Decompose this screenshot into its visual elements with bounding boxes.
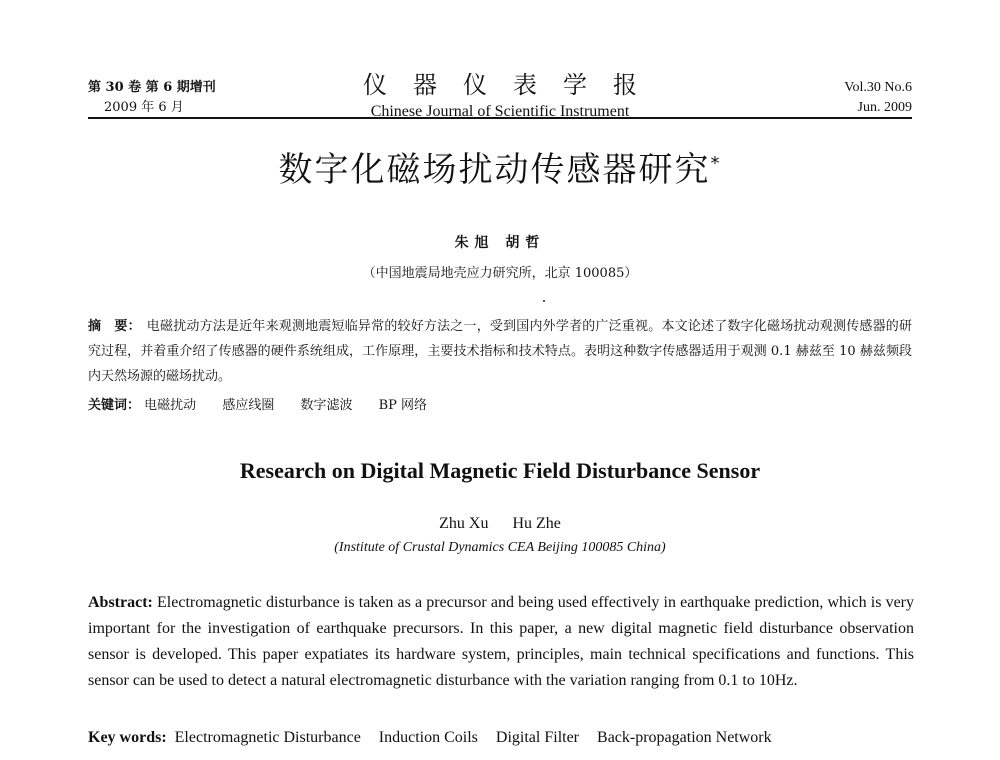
keywords-en-label: Key words: bbox=[88, 729, 167, 746]
journal-name-en: Chinese Journal of Scientific Instrument bbox=[370, 103, 630, 120]
abstract-cn bbox=[88, 314, 912, 389]
paper-title-cn-text: 数字化磁场扰动传感器研究 bbox=[278, 150, 711, 190]
journal-name-cn: 仪器仪表学报 bbox=[363, 71, 663, 99]
journal-issue-block bbox=[88, 78, 216, 115]
affiliation-en: (Institute of Crustal Dynamics CEA Beijing 100085 China) bbox=[334, 540, 666, 555]
journal-name-block bbox=[330, 70, 670, 122]
header-rule bbox=[88, 117, 912, 119]
affiliation-cn: （中国地震局地壳应力研究所，北京 100085） bbox=[362, 266, 638, 281]
abstract-cn-text: 电磁扰动方法是近年来观测地震短临异常的较好方法之一，受到国内外学者的广泛重视。本文论述了数字化磁场扰动观测传感器的研究过程，并着重介绍了传感器的硬件系统组成，工作原理，主要技术指标和技术特点。表明这种数字传感器适用于观测 0.1 赫兹至 10 赫兹频段内天然场源的磁场扰动。 bbox=[88, 319, 912, 384]
authors-cn: 朱旭 胡哲 bbox=[454, 235, 546, 251]
keyword-cn: 感应线圈 bbox=[222, 398, 275, 413]
author-en: Hu Zhe bbox=[512, 515, 561, 532]
keyword-en: Electromagnetic Disturbance bbox=[174, 729, 361, 746]
keyword-cn: 电磁扰动 bbox=[144, 398, 197, 413]
keyword-cn: 数字滤波 bbox=[300, 398, 353, 413]
journal-date-cn: 2009 年 6 月 bbox=[104, 100, 184, 115]
keywords-cn bbox=[88, 394, 912, 418]
paper-title-cn bbox=[0, 148, 1000, 192]
journal-date-en: Jun. 2009 bbox=[857, 100, 912, 115]
paper-title-en: Research on Digital Magnetic Field Disturbance Sensor bbox=[239, 458, 761, 483]
abstract-en-label: Abstract: bbox=[88, 594, 153, 611]
abstract-en-text: Electromagnetic disturbance is taken as a precursor and being used effectively in earthquake prediction, which is very important for the investigation of earthquake precursors. In this paper, a new digital magnetic field disturbance observation sensor is developed. This paper expatiates its hardware system, principles, main technical specifications and functions. This sensor can be used to detect a natural electromagnetic disturbance with the variation ranging from 0.1 to 10Hz. bbox=[88, 594, 915, 689]
keyword-en: Back-propagation Network bbox=[597, 729, 772, 746]
authors-en bbox=[0, 515, 1000, 533]
keywords-cn-label: 关键词： bbox=[88, 398, 141, 413]
keyword-en: Digital Filter bbox=[495, 729, 580, 746]
abstract-en bbox=[88, 590, 914, 694]
keyword-en: Induction Coils bbox=[378, 729, 478, 746]
journal-issue: 第 30 卷 第 6 期增刊 bbox=[88, 80, 216, 95]
keyword-cn: BP 网络 bbox=[378, 398, 428, 413]
journal-volume: Vol.30 No.6 bbox=[844, 80, 912, 95]
author-en: Zhu Xu bbox=[439, 515, 489, 532]
stray-dot bbox=[543, 300, 545, 302]
keywords-en bbox=[88, 726, 914, 750]
title-footnote-mark: * bbox=[710, 153, 722, 174]
journal-volume-block bbox=[844, 78, 912, 118]
abstract-cn-label: 摘 要： bbox=[88, 319, 141, 334]
